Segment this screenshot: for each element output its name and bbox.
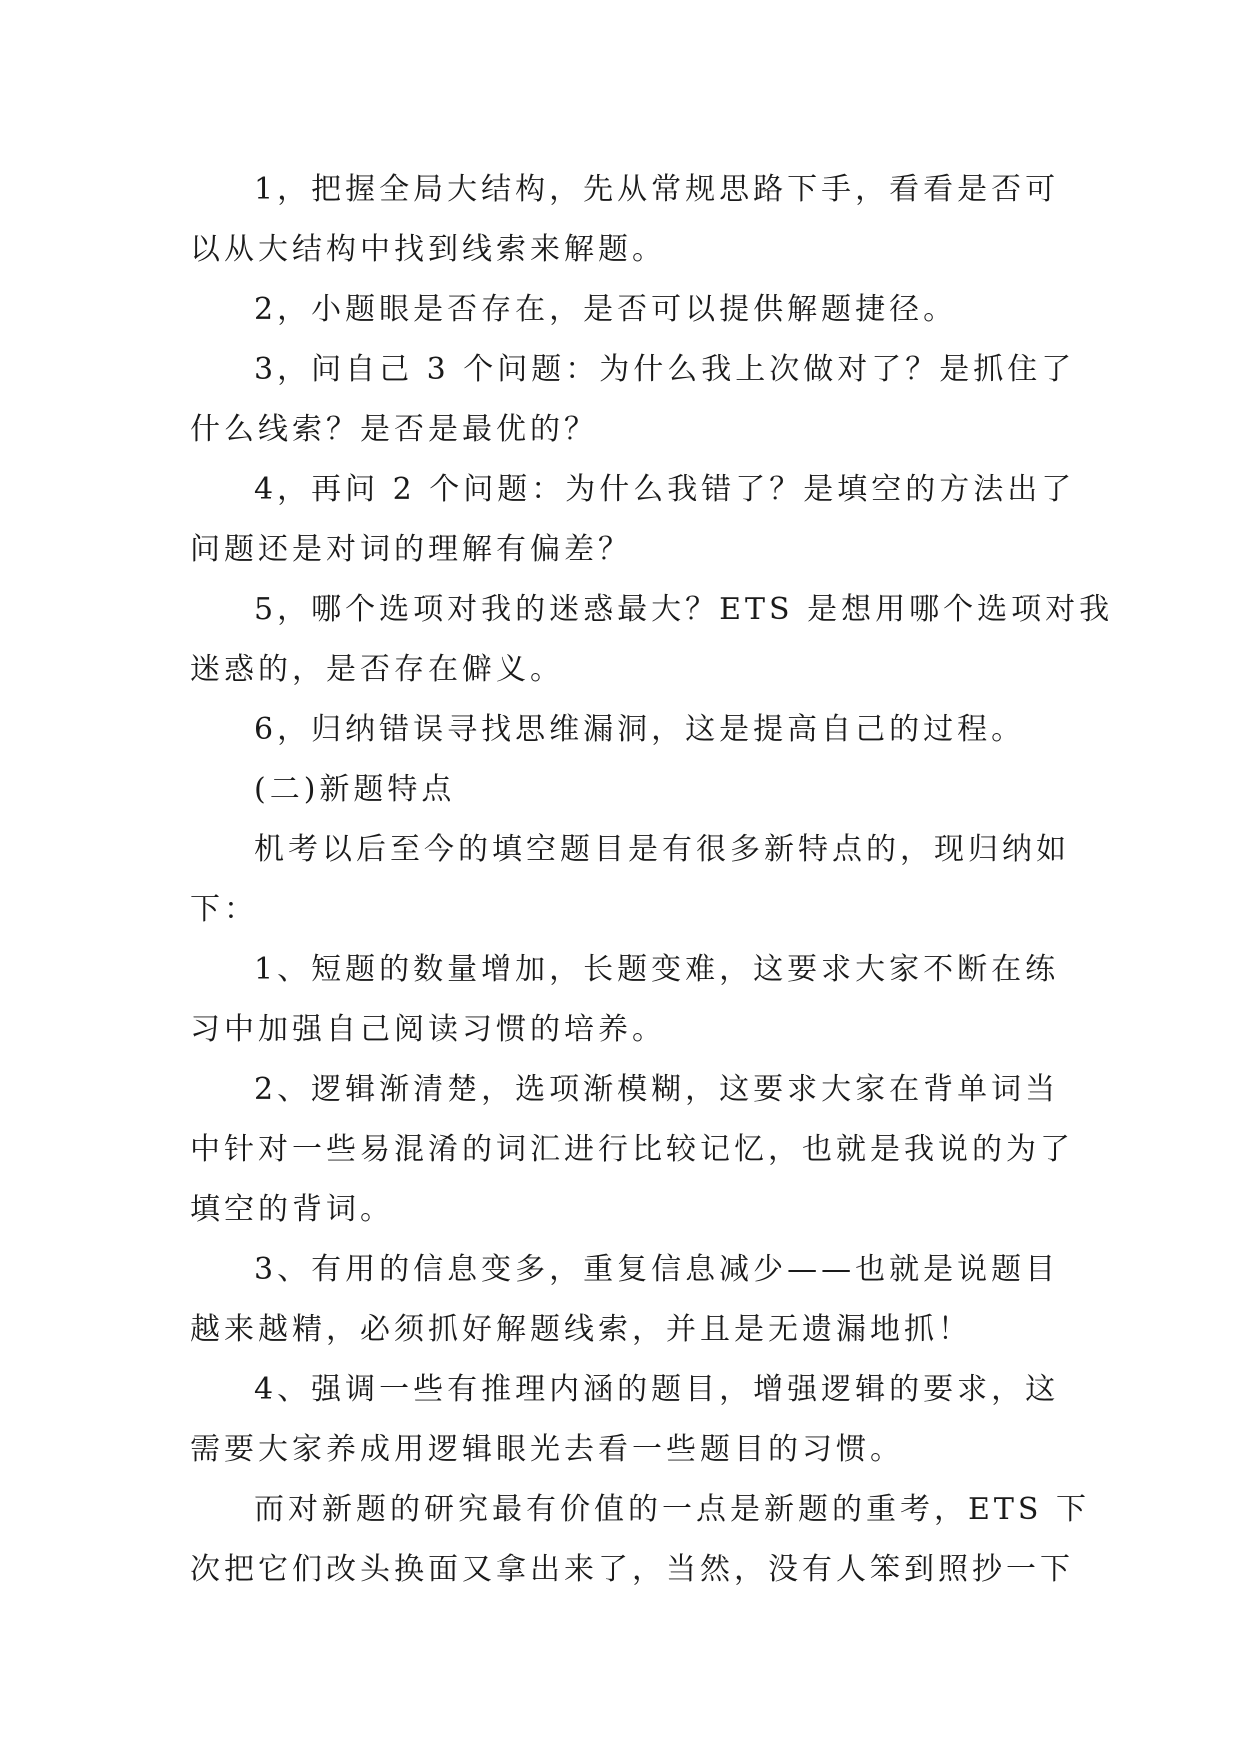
text-line: 1，把握全局大结构，先从常规思路下手，看看是否可 bbox=[254, 172, 1060, 207]
text-line: 什么线索？是否是最优的？ bbox=[190, 412, 598, 447]
text-line: 机考以后至今的填空题目是有很多新特点的，现归纳如 bbox=[254, 832, 1070, 867]
text-line: 需要大家养成用逻辑眼光去看一些题目的习惯。 bbox=[190, 1432, 904, 1467]
text-line: 5，哪个选项对我的迷惑最大？ETS 是想用哪个选项对我 bbox=[254, 592, 1114, 627]
text-line: 迷惑的，是否存在僻义。 bbox=[190, 652, 564, 687]
text-line: 而对新题的研究最有价值的一点是新题的重考，ETS 下 bbox=[254, 1492, 1090, 1527]
text-line: 2、逻辑渐清楚，选项渐模糊，这要求大家在背单词当 bbox=[254, 1072, 1060, 1107]
text-line: 问题还是对词的理解有偏差？ bbox=[190, 532, 632, 567]
text-line: 越来越精，必须抓好解题线索，并且是无遗漏地抓！ bbox=[190, 1312, 972, 1347]
text-line: 6，归纳错误寻找思维漏洞，这是提高自己的过程。 bbox=[254, 712, 1026, 747]
text-line: 次把它们改头换面又拿出来了，当然，没有人笨到照抄一下 bbox=[190, 1552, 1074, 1587]
text-line: 4、强调一些有推理内涵的题目，增强逻辑的要求，这 bbox=[254, 1372, 1060, 1407]
text-line: 中针对一些易混淆的词汇进行比较记忆，也就是我说的为了 bbox=[190, 1132, 1074, 1167]
text-line: 填空的背词。 bbox=[190, 1192, 394, 1227]
text-line: 3、有用的信息变多，重复信息减少——也就是说题目 bbox=[254, 1252, 1060, 1287]
text-line: 2，小题眼是否存在，是否可以提供解题捷径。 bbox=[254, 292, 958, 327]
text-line: 3，问自己 3 个问题：为什么我上次做对了？是抓住了 bbox=[254, 352, 1076, 387]
section-heading: (二)新题特点 bbox=[254, 772, 456, 807]
text-line: 下： bbox=[190, 892, 258, 927]
text-line: 以从大结构中找到线索来解题。 bbox=[190, 232, 666, 267]
text-line: 1、短题的数量增加，长题变难，这要求大家不断在练 bbox=[254, 952, 1060, 987]
document-page bbox=[190, 160, 1114, 1600]
text-line: 习中加强自己阅读习惯的培养。 bbox=[190, 1012, 666, 1047]
text-line: 4，再问 2 个问题：为什么我错了？是填空的方法出了 bbox=[254, 472, 1076, 507]
